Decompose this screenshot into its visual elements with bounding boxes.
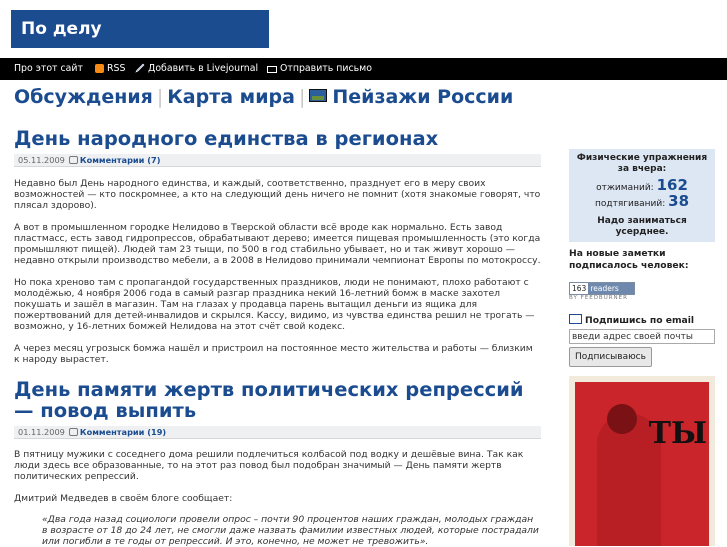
pushups-row: [572, 178, 712, 194]
pullups-row: [572, 194, 712, 210]
post-body: [14, 178, 541, 365]
post-date: 05.11.2009: [18, 155, 65, 165]
comment-icon: [69, 428, 78, 436]
post: [14, 379, 541, 547]
post-quote: «Два года назад социологи провели опрос – почти 90 процентов наших граждан, молодых граждан в возрасте от 18 до 24 лет, не смогли даже назвать фамилии известных людей, которые пострадали или погибли в те годы от репрессий. И это, конечно, не может не тревожить».: [42, 514, 539, 547]
email-input[interactable]: [569, 329, 715, 344]
main-content: [14, 128, 541, 547]
pushups-label: отжиманий:: [596, 183, 654, 193]
nav-rss-link[interactable]: [95, 58, 125, 80]
site-logo[interactable]: [11, 10, 269, 48]
post-paragraph: А через месяц угрозыск бомжа нашёл и пристроил на постоянное место жительства и работы — близким к народу вырастет.: [14, 343, 533, 365]
subscribe-button[interactable]: Подписываюсь: [569, 347, 652, 367]
post-paragraph: А вот в промышленном городке Нелидово в Тверской области всё вроде как нормально. Есть завод пластмасс, есть завод гидропрессов, обрабатывают дерево; имеется пищевая промышленность (это когда промышляют пищей). Людей там 23 тыщи, по 500 в год стабильно убывает, но и так живут хорошо — недавно открыли производство мебели, а в 2008 в Нелидово принимали чемпионат Европы по мотокроссу.: [14, 222, 541, 266]
nav-livejournal-label: Добавить в Livejournal: [148, 63, 259, 74]
envelope-icon: [267, 66, 277, 73]
section-links: [14, 86, 513, 108]
sidebar: [569, 149, 715, 546]
section-landscapes-label: Пейзажи России: [332, 86, 514, 108]
post-comments-link[interactable]: Комментарии (7): [79, 155, 161, 165]
email-subscribe-label: [569, 314, 715, 327]
top-nav-bar: [0, 58, 727, 80]
post-paragraph: Но пока хреново там с пропагандой государственных праздников, люди не понимают, плохо работают с молодёжью, 4 ноября 2006 года в самый разгар праздника некий 16-летний бомж в маске захотел покушать и зашёл в магазин. Там на глазах у продавца парень вытащил деньги из ящика для пожертвований для детей-инвалидов и скрылся. Кассу, видимо, из чувства единства решил не трогать — возможно, у 16-летних бомжей Нелидова на этот счёт свой кодекс.: [14, 277, 535, 332]
readers-label: На новые заметки подписалось человек:: [569, 248, 689, 271]
section-world-map-link[interactable]: Карта мира: [167, 86, 295, 108]
comment-icon: [69, 156, 78, 164]
post-paragraph: Дмитрий Медведев в своём блоге сообщает:: [14, 493, 233, 504]
post-meta: [14, 154, 541, 167]
envelope-icon: [569, 314, 582, 324]
rss-icon: [95, 64, 104, 73]
pen-icon: [135, 63, 145, 73]
pullups-value: 38: [668, 192, 690, 210]
section-separator: |: [156, 86, 164, 108]
post-date: 01.11.2009: [18, 427, 65, 437]
email-subscribe-text: Подпишись по email: [585, 315, 695, 326]
nav-rss-label: RSS: [107, 63, 126, 74]
nav-livejournal-link[interactable]: [135, 58, 258, 80]
nav-mail-link[interactable]: [267, 58, 372, 80]
feedburner-badge[interactable]: [569, 282, 635, 301]
propaganda-poster-image[interactable]: [569, 376, 715, 546]
readers-word: readers: [588, 283, 634, 294]
site-title: По делу: [21, 19, 102, 39]
pushups-value: 162: [656, 176, 688, 194]
stats-cta: Надо заниматься усерднее.: [597, 216, 687, 237]
post-comments-link[interactable]: Комментарии (19): [79, 427, 167, 437]
section-landscapes-link[interactable]: [309, 86, 513, 108]
exercise-stats: [569, 149, 715, 242]
post-paragraph: Недавно был День народного единства, и каждый, соответственно, празднует его в меру своих возможностей — кто поскромнее, а кто на следующий день ничего не помнит (хотя знакомые говорят, что плясал здорово).: [14, 178, 541, 211]
nav-mail-label: Отправить письмо: [280, 63, 372, 74]
pullups-label: подтягиваний:: [594, 199, 666, 209]
post-body: [14, 449, 541, 547]
post-paragraph: В пятницу мужики с соседнего дома решили подлечиться колбасой под водку и дешёвые вина. Так как люди здесь все образованные, то на этот раз повод был подобран значимый — День памяти жертв политических репрессий.: [14, 449, 524, 482]
post-title-link[interactable]: День народного единства в регионах: [14, 127, 439, 150]
feedburner-credit: BY FEEDBURNER: [569, 295, 628, 301]
section-separator: |: [298, 86, 306, 108]
nav-about-link[interactable]: Про этот сайт: [14, 63, 83, 74]
landscape-icon: [309, 89, 327, 102]
section-discussions-link[interactable]: Обсуждения: [14, 86, 153, 108]
poster-text: ТЫ: [648, 416, 707, 451]
stats-caption: Физические упражнения за вчера:: [576, 153, 708, 174]
readers-count: 163: [572, 284, 587, 293]
post-meta: [14, 426, 541, 439]
post: [14, 128, 541, 365]
post-title-link[interactable]: День памяти жертв политических репрессий — повод выпить: [14, 378, 524, 422]
